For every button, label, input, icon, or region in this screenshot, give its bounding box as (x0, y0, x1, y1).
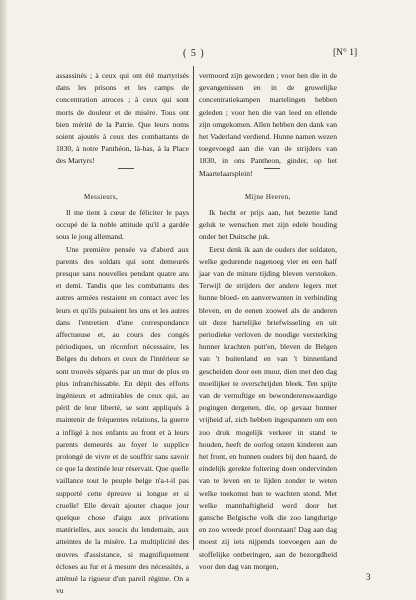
page-header (0, 48, 416, 62)
page-number: ( 5 ) (183, 48, 205, 59)
dutch-salutation: Mijne Heeren, (245, 193, 291, 201)
dutch-body (199, 207, 337, 573)
dutch-paragraph: Ik hecht er prijs aan, het bezette land geluk te wenschen met zijn edele houding onder het Duitsche juk. (199, 208, 337, 242)
french-salutation: Messieurs, (84, 193, 119, 201)
french-paragraph: Une première pensée va d'abord aux parents des soldats qui sont demeurés presque sans nouvelles pendant quatre ans et demi. Tandis que les combattants des autres armées restaient en contact avec les leurs et qu'ils puisaient les uns et les autres dans l'entretien d'une correspondance affectueuse et, au cours des congés périodiques, un réconfort nécessaire, les Belges du dehors et ceux de l'intérieur se sont trouvés séparés par un mur de plus en plus infranchissable. En dépit des efforts ingénieux et admirables de ceux qui, au péril de leur liberté, se sont appliqués à maintenir de fréquentes relations, la guerre a infligé à nos enfants au front et à leurs parents demeurés au foyer le supplice prolongé de vivre et de souffrir sans savoir ce que la destinée leur réservait. Que quelle vaillance tout le peuple belge n'a-t-il pas supporté cette épreuve si longue et si cruelle! Elle devait ajouter chaque jour quelque chose d'aigu aux privations matérielles, aux soucis du lendemain, aux atteintes de la misère. La multiplicité des œuvres d'assistance, si magnifiquement écloses au fur et à mesure des nécessités, a atténué la rigueur d'un pareil régime. On a vu (56, 244, 189, 596)
french-top-paragraph (56, 70, 189, 168)
corner-page-number: 3 (366, 572, 371, 582)
french-top-text: assassinés ; à ceux qui ont été martyrisés dans les prisons et les camps de concentration atroces ; à ceux qui sont morts de douleur et de misère. Tous ont bien mérité de la Patrie. Que leurs noms soient ajoutés à ceux des combattants de 1830, à notre Panthéon, là-bas, à la Place des Martyrs! (56, 71, 189, 166)
french-paragraph: Il me tient à cœur de féliciter le pays occupé de la noble attitude qu'il a gardée sous le joug allemand. (56, 208, 189, 242)
issue-number: [N° 1] (333, 48, 358, 58)
french-body (56, 207, 189, 598)
dutch-paragraph: Eerst denk ik aan de ouders der soldaten, welke gedurende nagenoeg vier en een half jaar van de minste tijding bleven verstoken. Terwijl de strijders der andere legers met hunne bloed- en aanverwanten in verbinding bleven, en de eenen zoowel als de anderen uit deze hartelijke briefwisseling en uit periodieke verloven de noodige versterking hunner krachten putt'en, bleven de Belgen van 't buitenland en van 't binnenland gescheiden door een muur, dien met den dag moeilijker te overschrijden bleek. Ten spijte van de vernuftige en bewonderenswaardige pogingen dergenen, die, op gevaar hunner vrijheid af, zich hebben ingespannen om een zoo druk mogelijk verkeer in stand te houden, heeft de oorlog onzen kinderen aan het front, en hunnen ouders bij den haard, de eindelijk gerekte foltering doen ondervinden van te leven en te lijden zonder te weten welke toekomst hun te wachten stond. Met welke mannhaftigheid werd door het gansche Belgische volk die zoo langdurige en zoo wreede proef doorstaan! Dag aan dag moest zij iets nijpends toevoegen aan de stoffelijke ontberingen, aan de bezorgdheid voor den dag van morgen, (199, 244, 337, 571)
column-divider (193, 66, 194, 550)
section-rule-right (264, 168, 280, 169)
dutch-top-text: vermoord zijn geworden ; voor hen die in de gevangenissen en in de gruwelijke concentratiekampen martelingen hebben geleden ; voor hen die van leed en ellende zijn omgekomen. Allen hebben den dank van het Vaderland verdiend. Hunne namen wezen toegevoegd aan die van de strijders van 1830, in ons Pantheon, ginder, op het Maartelaarsplein! (199, 71, 337, 178)
page-edge (0, 0, 7, 600)
section-rule-left (118, 168, 134, 169)
dutch-top-paragraph (199, 70, 337, 180)
